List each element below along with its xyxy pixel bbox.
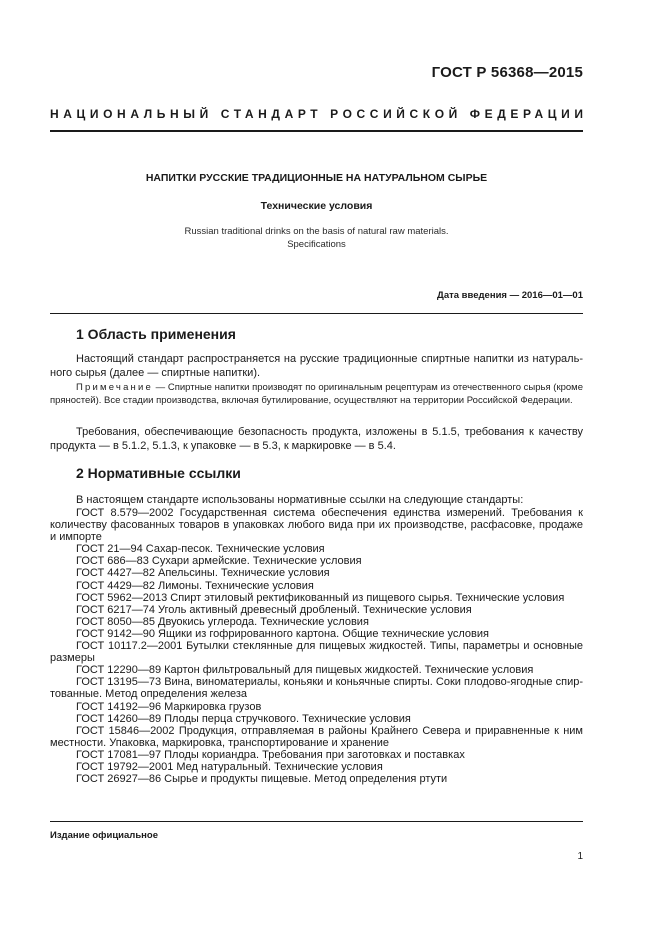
header-divider — [50, 130, 583, 132]
scope-note — [50, 382, 583, 407]
reference-item: ГОСТ 8.579—2002 Государственная система обеспечения единства измерений. Требования к количеству фасованных товаров в упаковках любого вида при их производстве, расфасовке, продаже и импорте — [50, 507, 583, 544]
standard-number: ГОСТ Р 56368—2015 — [431, 64, 583, 81]
english-title — [50, 225, 583, 251]
reference-item: ГОСТ 9142—90 Ящики из гофрированного картона. Общие технические условия — [76, 627, 489, 640]
english-title-line2: Specifications — [287, 239, 346, 250]
english-title-line1: Russian traditional drinks on the basis of natural raw materials. — [184, 226, 449, 237]
footer-divider — [50, 821, 583, 822]
references-list — [50, 507, 583, 785]
reference-item: ГОСТ 21—94 Сахар-песок. Технические условия — [76, 543, 325, 556]
document-title: НАПИТКИ РУССКИЕ ТРАДИЦИОННЫЕ НА НАТУРАЛЬНОМ СЫРЬЕ — [145, 172, 488, 184]
reference-item: ГОСТ 4427—82 Апельсины. Технические условия — [76, 567, 330, 580]
reference-item: ГОСТ 4429—82 Лимоны. Технические условия — [76, 579, 314, 592]
reference-item: ГОСТ 13195—73 Вина, виноматериалы, коньяки и коньячные спирты. Соки плодово-ягодные спир-тованные. Метод определения железа — [50, 676, 583, 701]
reference-item: ГОСТ 26927—86 Сырье и продукты пищевые. Метод определения ртути — [76, 773, 448, 786]
reference-item: ГОСТ 6217—74 Уголь активный древесный дробленый. Технические условия — [76, 603, 472, 616]
section-2-heading: 2 Нормативные ссылки — [76, 465, 241, 481]
reference-item: ГОСТ 12290—89 Картон фильтровальный для пищевых жидкостей. Технические условия — [76, 664, 534, 677]
references-intro: В настоящем стандарте использованы нормативные ссылки на следующие стандарты: — [76, 494, 524, 506]
section-1-heading: 1 Область применения — [76, 326, 236, 342]
note-label: Примечание — [76, 382, 153, 393]
reference-item: ГОСТ 19792—2001 Мед натуральный. Технические условия — [76, 760, 383, 773]
scope-paragraph: Настоящий стандарт распространяется на русские традиционные спиртные напитки из натураль-ного сырья (далее — спиртные напитки). — [50, 353, 583, 379]
national-standard-banner: НАЦИОНАЛЬНЫЙ СТАНДАРТ РОССИЙСКОЙ ФЕДЕРАЦИИ — [50, 107, 588, 121]
date-divider — [50, 313, 583, 314]
note-text: — Спиртные напитки производят по оригинальным рецептурам из отечественного сырья (кроме пряностей). Все стадии производства, включая бутилирование, осуществляют на территории Российской Федерации. — [50, 382, 583, 406]
effective-date: Дата введения — 2016—01—01 — [437, 290, 583, 301]
reference-item: ГОСТ 10117.2—2001 Бутылки стеклянные для пищевых жидкостей. Типы, параметры и основные размеры — [50, 640, 583, 665]
reference-item: ГОСТ 686—83 Сухари армейские. Технические условия — [76, 555, 362, 568]
reference-item: ГОСТ 15846—2002 Продукция, отправляемая в районы Крайнего Севера и приравненные к ним местности. Упаковка, маркировка, транспортирование и хранение — [50, 724, 583, 749]
reference-item: ГОСТ 5962—2013 Спирт этиловый ректификованный из пищевого сырья. Технические условия — [76, 591, 565, 604]
edition-label: Издание официальное — [50, 830, 158, 841]
document-subtitle: Технические условия — [260, 200, 373, 212]
reference-item: ГОСТ 17081—97 Плоды кориандра. Требования при заготовках и поставках — [76, 748, 465, 761]
page-number: 1 — [577, 851, 583, 862]
reference-item: ГОСТ 14192—96 Маркировка грузов — [76, 700, 262, 713]
reference-item: ГОСТ 14260—89 Плоды перца стручкового. Технические условия — [76, 712, 411, 725]
reference-item: ГОСТ 8050—85 Двуокись углерода. Технические условия — [76, 615, 369, 628]
requirements-paragraph: Требования, обеспечивающие безопасность продукта, изложены в 5.1.5, требования к качеству продукта — в 5.1.2, 5.1.3, к упаковке — в 5.3, к маркировке — в 5.4. — [50, 426, 583, 452]
